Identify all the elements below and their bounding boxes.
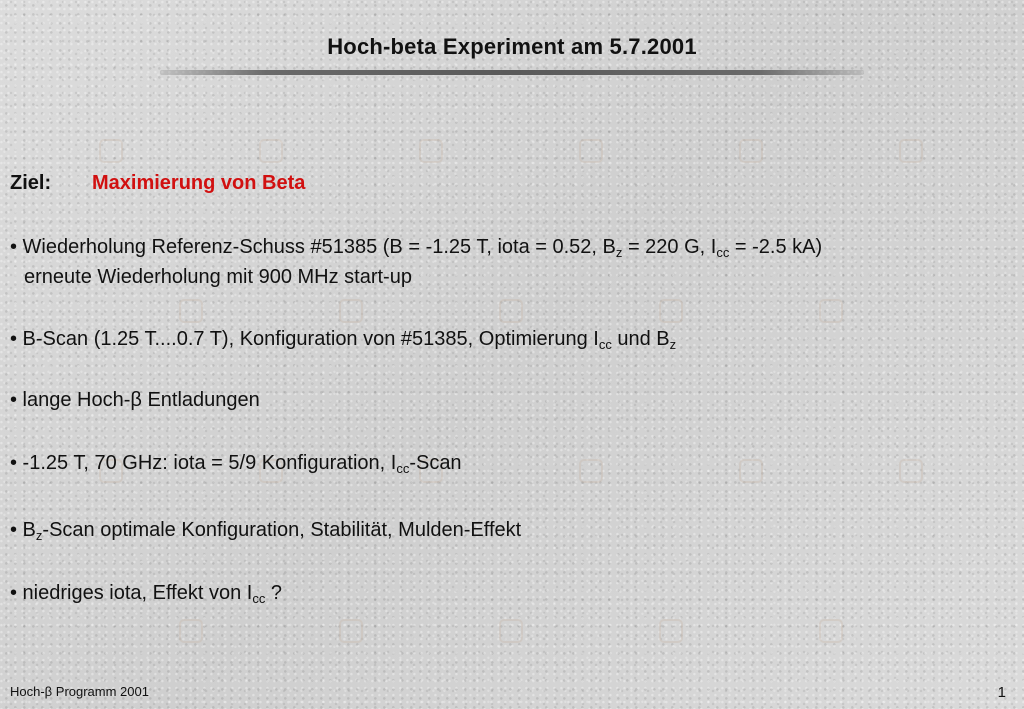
bullet-item-reference-shot	[10, 232, 822, 292]
bullet-text: = -2.5 kA)	[729, 236, 823, 258]
bullet-item-iota-scan	[10, 448, 462, 478]
subscript: cc	[252, 591, 266, 606]
bullet-item-b-scan	[10, 324, 676, 354]
bullet-text: • lange Hoch-β Entladungen	[10, 389, 260, 411]
bullet-item-long-discharges	[10, 385, 260, 415]
bullet-text: und B	[611, 328, 670, 350]
bullet-text: -Scan optimale Konfiguration, Stabilität, Mulden-Effekt	[42, 519, 522, 541]
subscript: z	[669, 337, 677, 352]
subscript: cc	[598, 337, 612, 352]
bullet-text: • B-Scan (1.25 T....0.7 T), Konfiguration von #51385, Optimierung I	[10, 328, 599, 350]
goal-value: Maximierung von Beta	[92, 172, 306, 194]
bullet-continuation: erneute Wiederholung mit 900 MHz start-up	[24, 266, 412, 288]
bullet-text: • niedriges iota, Effekt von I	[10, 582, 253, 604]
bullet-item-low-iota	[10, 578, 282, 608]
subscript: z	[35, 528, 43, 543]
subscript: z	[615, 245, 623, 260]
footer-program-label: Hoch-β Programm 2001	[10, 684, 149, 699]
bullet-text: = 220 G, I	[622, 236, 717, 258]
page-number: 1	[997, 684, 1006, 701]
goal-label: Ziel:	[10, 172, 52, 194]
subscript: cc	[396, 461, 410, 476]
goal-line	[10, 172, 305, 195]
title-underline-divider	[160, 70, 864, 75]
bullet-text: -Scan	[409, 452, 462, 474]
bullet-text: • Wiederholung Referenz-Schuss #51385 (B = -1.25 T, iota = 0.52, B	[10, 236, 616, 258]
bullet-item-bz-scan	[10, 515, 521, 545]
bullet-text: • -1.25 T, 70 GHz: iota = 5/9 Konfiguration, I	[10, 452, 397, 474]
slide-title: Hoch-beta Experiment am 5.7.2001	[327, 34, 697, 59]
bullet-text: ?	[265, 582, 283, 604]
bullet-text: • B	[10, 519, 36, 541]
subscript: cc	[716, 245, 730, 260]
